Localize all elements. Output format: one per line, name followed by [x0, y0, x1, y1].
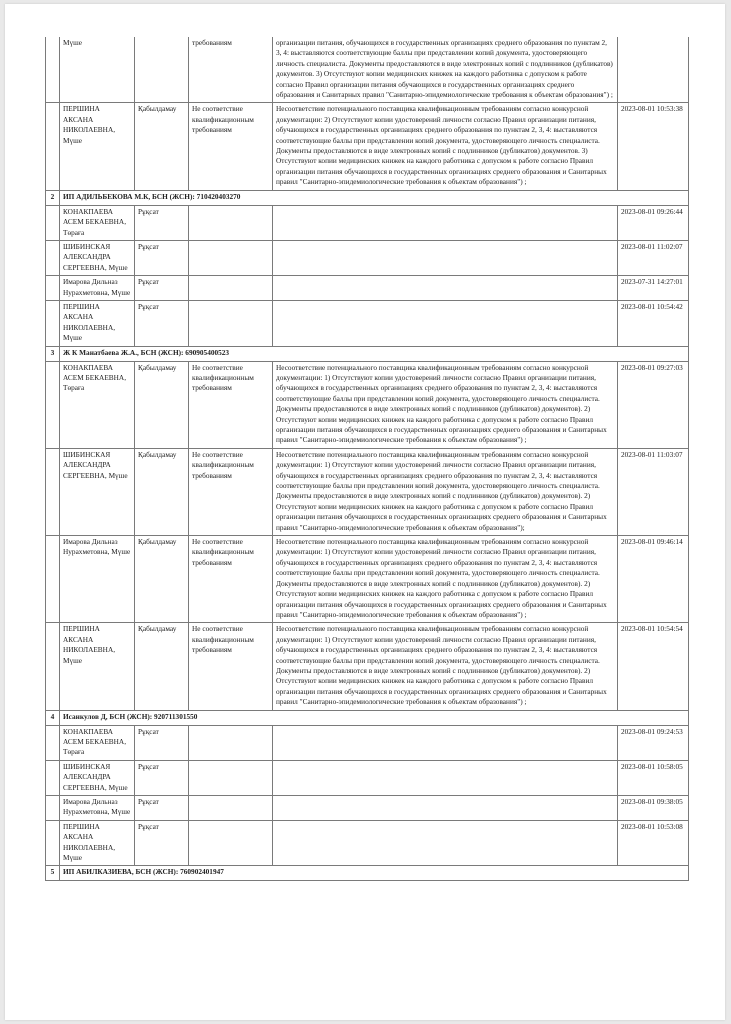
timestamp-cell: 2023-08-01 09:26:44 — [618, 205, 689, 240]
timestamp-cell: 2023-08-01 11:02:07 — [618, 240, 689, 275]
member-name-cell: ШИБИНСКАЯ АЛЕКСАНДРА СЕРГЕЕВНА, Мүше — [60, 240, 135, 275]
decision-cell: Рұқсат — [135, 240, 189, 275]
member-name-cell: ПЕРШИНА АКСАНА НИКОЛАЕВНА, Мүше — [60, 103, 135, 190]
timestamp-cell: 2023-08-01 09:38:05 — [618, 796, 689, 821]
evaluation-table-body — [46, 37, 689, 881]
member-name-cell: КОНАКПАЕВА АСЕМ БЕКАЕВНА, Төраға — [60, 361, 135, 448]
decision-cell: Рұқсат — [135, 276, 189, 301]
decision-cell: Қабылдамау — [135, 361, 189, 448]
detail-cell: Несоответствие потенциального поставщика квалификационным требованиям согласно конкурсной документации: 1) Отсутствуют копии удостоверений личности согласно Правил организации питания, обучающихся в государственных организациях среднего образования по пунктам 2, 3, 4: выставляются соответствующие баллы при представлении копий документа, удостоверяющего личность специалиста. Документы предоставляются в виде электронных копий с подлинников (дубликатов) документов). 2) Отсутствуют копии медицинских книжек на каждого работника с допуском к работе согласно Правил организации питания обучающихся в государственных организациях среднего образования и Санитарных правил "Санитарно-эпидемиологические требования к объектам образования") ; — [273, 361, 618, 448]
timestamp-cell: 2023-08-01 10:54:42 — [618, 300, 689, 346]
supplier-header-row — [46, 346, 689, 361]
table-row — [46, 725, 689, 760]
table-row-continued — [46, 37, 689, 103]
member-name-cell: ШИБИНСКАЯ АЛЕКСАНДРА СЕРГЕЕВНА, Мүше — [60, 448, 135, 535]
member-name-cell: КОНАКПАЕВА АСЕМ БЕКАЕВНА, Төраға — [60, 725, 135, 760]
detail-cell — [273, 760, 618, 795]
decision-cell: Рұқсат — [135, 725, 189, 760]
detail-cell — [273, 205, 618, 240]
row-number-cell — [46, 103, 60, 190]
detail-cell — [273, 820, 618, 866]
table-row — [46, 361, 689, 448]
supplier-name: Исанкулов Д, БСН (ЖСН): 920711301550 — [60, 710, 689, 725]
table-row — [46, 448, 689, 535]
reason-cell: требованиям — [189, 37, 273, 103]
table-row — [46, 820, 689, 866]
supplier-number: 3 — [46, 346, 60, 361]
row-number-cell — [46, 760, 60, 795]
decision-cell: Рұқсат — [135, 760, 189, 795]
detail-cell — [273, 240, 618, 275]
row-number-cell — [46, 276, 60, 301]
detail-cell: организации питания, обучающихся в государственных организациях среднего образования по пунктам 2, 3, 4: выставляются соответствующие баллы при представлении копий документа, удостоверяющего личность специалиста. Документы предоставляются в виде электронных копий с подлинников (дубликатов) документов. 3) Отсутствуют копии медицинских книжек на каждого работника с допуском к работе согласно Правил организации питания обучающихся в государственных организациях среднего образования и Санитарных правил "Санитарно-эпидемиологические требования к объектам образования") ; — [273, 37, 618, 103]
table-row — [46, 205, 689, 240]
table-row — [46, 760, 689, 795]
member-name-cell: ШИБИНСКАЯ АЛЕКСАНДРА СЕРГЕЕВНА, Мүше — [60, 760, 135, 795]
timestamp-cell: 2023-08-01 11:03:07 — [618, 448, 689, 535]
table-row — [46, 623, 689, 710]
decision-cell: Рұқсат — [135, 205, 189, 240]
decision-cell — [135, 37, 189, 103]
detail-cell: Несоответствие потенциального поставщика квалификационным требованиям согласно конкурсной документации: 1) Отсутствуют копии удостоверений личности согласно Правил организации питания, обучающихся в государственных организациях среднего образования по пунктам 2, 3, 4: выставляются соответствующие баллы при представлении копий документа, удостоверяющего личность специалиста. Документы предоставляются в виде электронных копий с подлинников (дубликатов) документов). 2) Отсутствуют копии медицинских книжек на каждого работника с допуском к работе согласно Правил организации питания обучающихся в государственных организациях среднего образования и Санитарных правил "Санитарно-эпидемиологические требования к объектам образования") ; — [273, 536, 618, 623]
member-name-cell: Имарова Дильназ Нурахметовна, Мүше — [60, 796, 135, 821]
row-number-cell — [46, 536, 60, 623]
row-number-cell — [46, 623, 60, 710]
detail-cell — [273, 276, 618, 301]
timestamp-cell: 2023-08-01 10:54:54 — [618, 623, 689, 710]
row-number-cell — [46, 448, 60, 535]
decision-cell: Қабылдамау — [135, 103, 189, 190]
row-number-cell — [46, 796, 60, 821]
table-row — [46, 103, 689, 190]
row-number-cell — [46, 205, 60, 240]
reason-cell — [189, 760, 273, 795]
row-number-cell — [46, 240, 60, 275]
detail-cell: Несоответствие потенциального поставщика квалификационным требованиям согласно конкурсной документации: 1) Отсутствуют копии удостоверений личности согласно Правил организации питания, обучающихся в государственных организациях среднего образования по пунктам 2, 3, 4: выставляются соответствующие баллы при представлении копий документа, удостоверяющего личность специалиста. Документы предоставляются в виде электронных копий с подлинников (дубликатов) документов). 2) Отсутствуют копии медицинских книжек на каждого работника с допуском к работе согласно Правил организации питания обучающихся в государственных организациях среднего образования и Санитарных правил "Санитарно-эпидемиологические требования к объектам образования") ; — [273, 623, 618, 710]
timestamp-cell: 2023-08-01 09:27:03 — [618, 361, 689, 448]
member-name-cell: ПЕРШИНА АКСАНА НИКОЛАЕВНА, Мүше — [60, 300, 135, 346]
detail-cell: Несоответствие потенциального поставщика квалификационным требованиям согласно конкурсной документации: 2) Отсутствуют копии удостоверений личности согласно Правил организации питания, обучающихся в государственных организациях среднего образования по пунктам 2, 3, 4: выставляются соответствующие баллы при представлении копий документа, удостоверяющего личность специалиста. Документы предоставляются в виде электронных копий с подлинников (дубликатов) документов. 3) Отсутствуют копии медицинских книжек на каждого работника с допуском к работе согласно Правил организации питания обучающихся в государственных организациях среднего образования и Санитарных правил "Санитарно-эпидемиологические требования к объектам образования") ; — [273, 103, 618, 190]
supplier-name: ИП АДИЛЬБЕКОВА М.К, БСН (ЖСН): 710420403270 — [60, 190, 689, 205]
timestamp-cell: 2023-08-01 10:53:08 — [618, 820, 689, 866]
row-number-cell — [46, 725, 60, 760]
table-row — [46, 276, 689, 301]
detail-cell — [273, 725, 618, 760]
document-page — [5, 4, 725, 1020]
supplier-header-row — [46, 710, 689, 725]
timestamp-cell: 2023-08-01 09:46:14 — [618, 536, 689, 623]
table-row — [46, 536, 689, 623]
member-name-cell: КОНАКПАЕВА АСЕМ БЕКАЕВНА, Төраға — [60, 205, 135, 240]
timestamp-cell: 2023-08-01 10:53:38 — [618, 103, 689, 190]
decision-cell: Рұқсат — [135, 796, 189, 821]
reason-cell: Не соответствие квалификационным требованиям — [189, 361, 273, 448]
supplier-name: Ж К Манатбаева Ж.А., БСН (ЖСН): 690905400523 — [60, 346, 689, 361]
timestamp-cell: 2023-08-01 09:24:53 — [618, 725, 689, 760]
table-row — [46, 240, 689, 275]
evaluation-table — [45, 37, 689, 881]
reason-cell: Не соответствие квалификационным требованиям — [189, 103, 273, 190]
reason-cell: Не соответствие квалификационным требованиям — [189, 623, 273, 710]
supplier-name: ИП АБИЛКАЗИЕВА, БСН (ЖСН): 760902401947 — [60, 866, 689, 881]
row-number-cell — [46, 300, 60, 346]
supplier-header-row — [46, 866, 689, 881]
reason-cell — [189, 796, 273, 821]
detail-cell — [273, 796, 618, 821]
member-name-cell: ПЕРШИНА АКСАНА НИКОЛАЕВНА, Мүше — [60, 820, 135, 866]
decision-cell: Қабылдамау — [135, 623, 189, 710]
reason-cell — [189, 276, 273, 301]
decision-cell: Рұқсат — [135, 820, 189, 866]
reason-cell — [189, 205, 273, 240]
reason-cell — [189, 820, 273, 866]
reason-cell — [189, 240, 273, 275]
member-name-cell: Имарова Дильназ Нурахметовна, Мүше — [60, 276, 135, 301]
row-number-cell — [46, 361, 60, 448]
detail-cell: Несоответствие потенциального поставщика квалификационным требованиям согласно конкурсной документации: 1) Отсутствуют копии удостоверений личности согласно Правил организации питания, обучающихся в государственных организациях среднего образования по пунктам 2, 3, 4: выставляются соответствующие баллы при представлении копий документа, удостоверяющего личность специалиста. Документы предоставляются в виде электронных копий с подлинников (дубликатов) документов). 2) Отсутствуют копии медицинских книжек на каждого работника с допуском к работе согласно Правил организации питания обучающихся в государственных организациях среднего образования и Санитарных правил "Санитарно-эпидемиологические требования к объектам образования"); — [273, 448, 618, 535]
member-name-cell: Имарова Дильназ Нурахметовна, Мүше — [60, 536, 135, 623]
timestamp-cell: 2023-07-31 14:27:01 — [618, 276, 689, 301]
reason-cell: Не соответствие квалификационным требованиям — [189, 448, 273, 535]
member-name-cell: ПЕРШИНА АКСАНА НИКОЛАЕВНА, Мүше — [60, 623, 135, 710]
reason-cell: Не соответствие квалификационным требованиям — [189, 536, 273, 623]
decision-cell: Қабылдамау — [135, 448, 189, 535]
supplier-header-row — [46, 190, 689, 205]
row-number-cell — [46, 37, 60, 103]
decision-cell: Қабылдамау — [135, 536, 189, 623]
reason-cell — [189, 300, 273, 346]
row-number-cell — [46, 820, 60, 866]
supplier-number: 5 — [46, 866, 60, 881]
timestamp-cell — [618, 37, 689, 103]
member-name-cell: Мүше — [60, 37, 135, 103]
table-row — [46, 796, 689, 821]
table-row — [46, 300, 689, 346]
decision-cell: Рұқсат — [135, 300, 189, 346]
supplier-number: 4 — [46, 710, 60, 725]
timestamp-cell: 2023-08-01 10:58:05 — [618, 760, 689, 795]
supplier-number: 2 — [46, 190, 60, 205]
reason-cell — [189, 725, 273, 760]
detail-cell — [273, 300, 618, 346]
